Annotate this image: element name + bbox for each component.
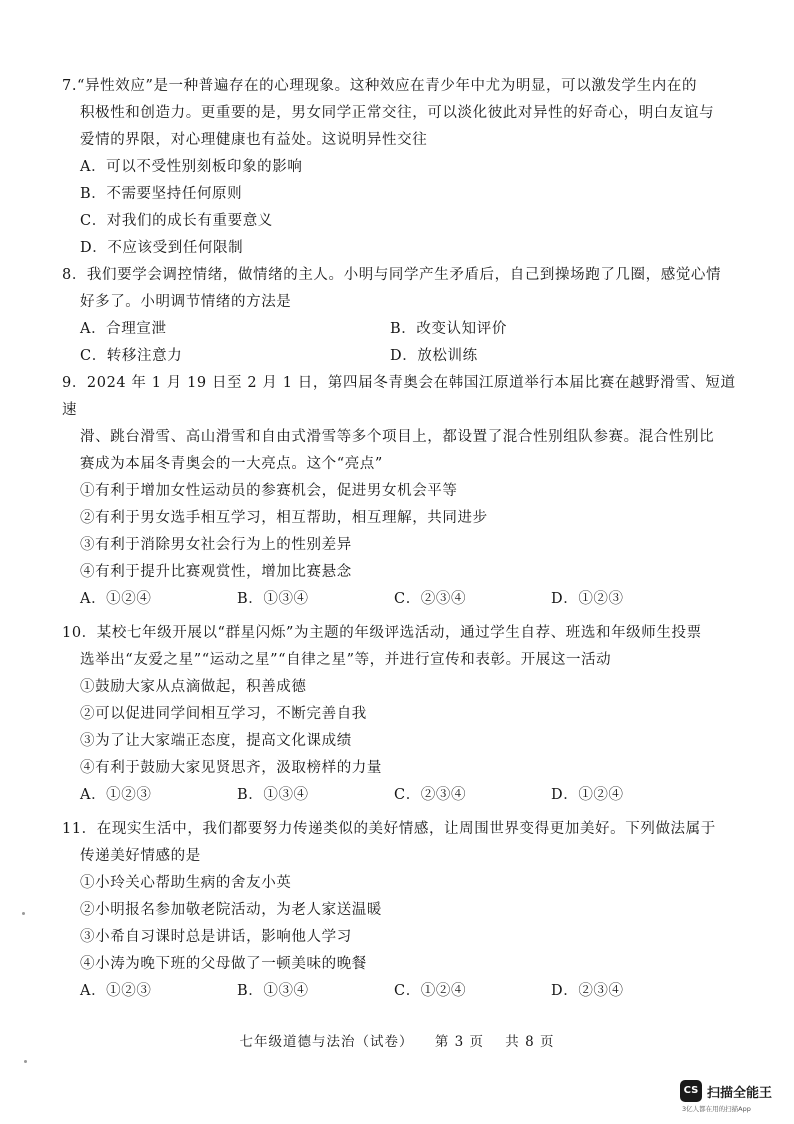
question-9-stem — [62, 370, 742, 478]
stem-line: 10．某校七年级开展以“群星闪烁”为主题的年级评选活动，通过学生自荐、班选和年级师生投票 — [62, 625, 702, 641]
statement-1: ①鼓励大家从点滴做起，积善成德 — [80, 679, 307, 695]
option-c: C．①②④ — [394, 983, 467, 999]
stem-line: 传递美好情感的是 — [80, 848, 201, 864]
option-a: A．①②④ — [80, 591, 152, 607]
stem-line: 8．我们要学会调控情绪，做情绪的主人。小明与同学产生矛盾后，自己到操场跑了几圈，感觉心情 — [62, 267, 722, 283]
question-11 — [62, 816, 742, 1005]
statement-1: ①小玲关心帮助生病的舍友小英 — [80, 875, 292, 891]
scanner-watermark — [680, 1080, 790, 1114]
stem-line: 积极性和创造力。更重要的是，男女同学正常交往，可以淡化彼此对异性的好奇心，明白友谊与 — [80, 105, 715, 121]
statement-3: ③有利于消除男女社会行为上的性别差异 — [80, 537, 352, 553]
option-a: A．合理宣泄 — [80, 321, 167, 337]
option-c: C．对我们的成长有重要意义 — [80, 213, 273, 229]
stem-line: 9．2024 年 1 月 19 日至 2 月 1 日，第四届冬青奥会在韩国江原道举行本届比赛在越野滑雪、短道速 — [62, 375, 736, 418]
watermark-name: 扫描全能王 — [707, 1086, 773, 1101]
statement-4: ④小涛为晚下班的父母做了一顿美味的晚餐 — [80, 956, 367, 972]
option-a: A．①②③ — [80, 983, 152, 999]
statement-3: ③为了让大家端正态度，提高文化课成绩 — [80, 733, 352, 749]
scan-speck — [24, 1060, 27, 1063]
footer-subject: 七年级道德与法治（试卷） — [239, 1034, 414, 1050]
option-b: B．①③④ — [237, 591, 309, 607]
stem-line: 7.“异性效应”是一种普遍存在的心理现象。这种效应在青少年中尤为明显，可以激发学生内在的 — [62, 78, 698, 94]
option-c: C．②③④ — [394, 591, 467, 607]
options-row — [62, 343, 742, 370]
option-a: A．可以不受性别刻板印象的影响 — [80, 159, 303, 175]
question-8 — [62, 262, 742, 370]
option-d: D．①②④ — [551, 787, 624, 803]
statement-2: ②可以促进同学间相互学习，不断完善自我 — [80, 706, 367, 722]
question-10 — [62, 620, 742, 809]
question-9 — [62, 370, 742, 613]
statement-4: ④有利于提升比赛观赏性，增加比赛悬念 — [80, 564, 352, 580]
stem-line: 爱情的界限，对心理健康也有益处。这说明异性交往 — [80, 132, 428, 148]
option-a: A．①②③ — [80, 787, 152, 803]
statement-2: ②有利于男女选手相互学习，相互帮助，相互理解，共同进步 — [80, 510, 488, 526]
question-8-stem — [62, 262, 742, 316]
stem-line: 赛成为本届冬青奥会的一大亮点。这个“亮点” — [80, 456, 383, 472]
question-7-stem — [62, 73, 742, 154]
stem-line: 选举出“友爱之星”“运动之星”“自律之星”等，并进行宣传和表彰。开展这一活动 — [80, 652, 612, 668]
option-d: D．②③④ — [551, 983, 624, 999]
option-b: B．改变认知评价 — [390, 321, 507, 337]
footer-page-number: 第 3 页 — [434, 1034, 484, 1050]
options-row — [62, 316, 742, 343]
option-c: C．②③④ — [394, 787, 467, 803]
option-d: D．不应该受到任何限制 — [80, 240, 244, 256]
statement-1: ①有利于增加女性运动员的参赛机会，促进男女机会平等 — [80, 483, 458, 499]
question-10-stem — [62, 620, 742, 674]
statement-2: ②小明报名参加敬老院活动，为老人家送温暖 — [80, 902, 382, 918]
question-7 — [62, 73, 742, 262]
option-c: C．转移注意力 — [80, 348, 183, 364]
options-row — [62, 782, 742, 809]
watermark-tagline: 3亿人都在用的扫描App — [682, 1105, 751, 1113]
stem-line: 11．在现实生活中，我们都要努力传递类似的美好情感，让周围世界变得更加美好。下列做法属于 — [62, 821, 716, 837]
stem-line: 滑、跳台滑雪、高山滑雪和自由式滑雪等多个项目上，都设置了混合性别组队参赛。混合性别比 — [80, 429, 715, 445]
footer-page-total: 共 8 页 — [505, 1034, 555, 1050]
options-row — [62, 586, 742, 613]
statement-4: ④有利于鼓励大家见贤思齐，汲取榜样的力量 — [80, 760, 382, 776]
question-11-stem — [62, 816, 742, 870]
option-b: B．①③④ — [237, 983, 309, 999]
stem-line: 好多了。小明调节情绪的方法是 — [80, 294, 292, 310]
page-footer — [0, 1030, 794, 1050]
options-row — [62, 978, 742, 1005]
option-b: B．①③④ — [237, 787, 309, 803]
option-d: D．放松训练 — [390, 348, 478, 364]
option-d: D．①②③ — [551, 591, 624, 607]
scan-speck — [22, 912, 25, 915]
option-b: B．不需要坚持任何原则 — [80, 186, 243, 202]
statement-3: ③小希自习课时总是讲话，影响他人学习 — [80, 929, 352, 945]
camscanner-logo-icon: CS — [680, 1080, 702, 1102]
